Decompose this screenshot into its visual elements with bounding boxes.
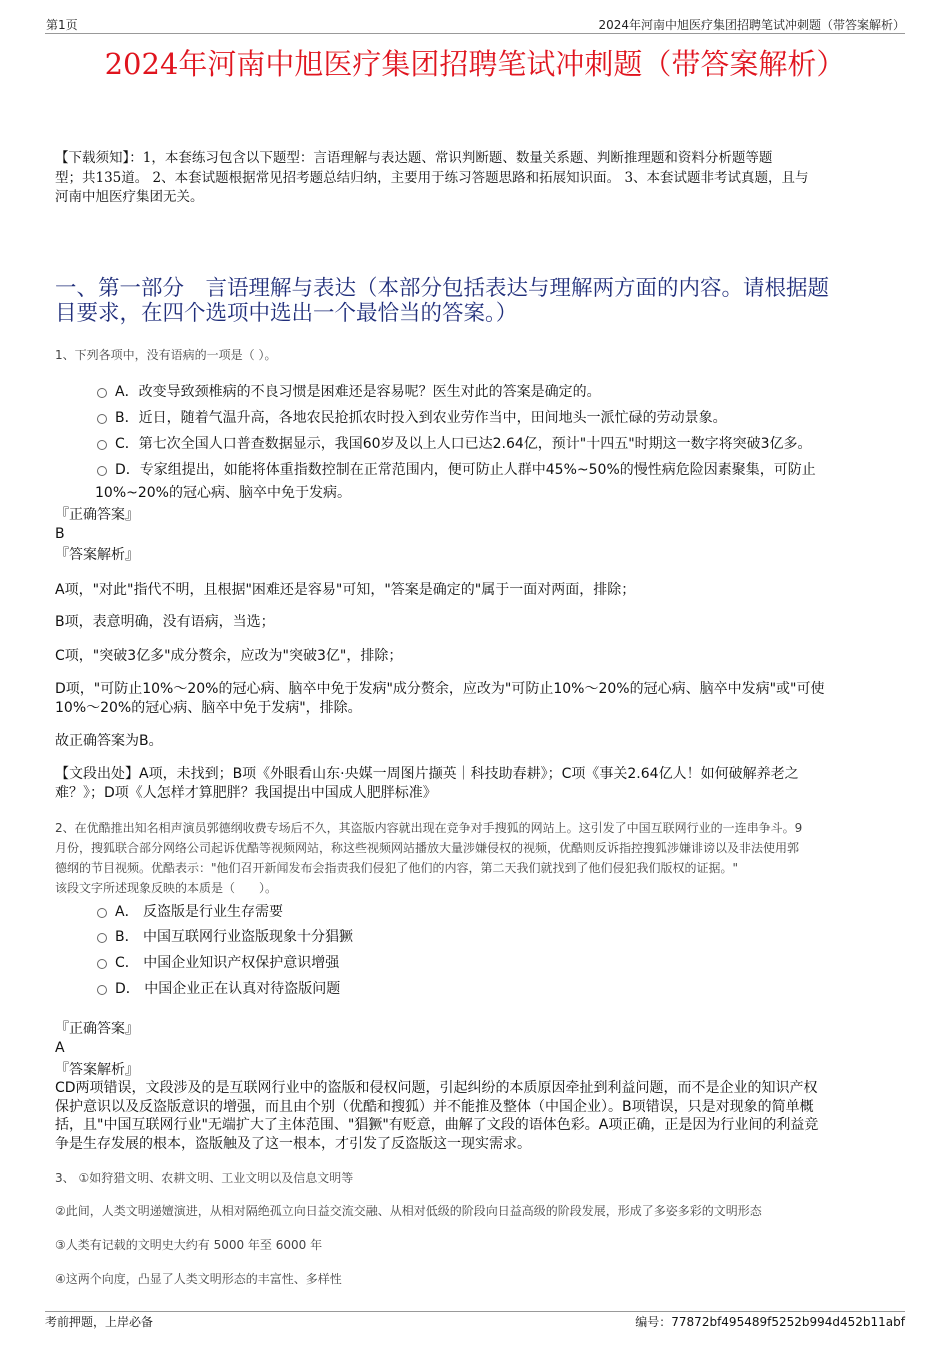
notice-line: 河南中旭医疗集团无关。 bbox=[55, 189, 204, 205]
source bbox=[55, 765, 799, 802]
correct-answer-label: 『正确答案』 bbox=[55, 1021, 139, 1037]
radio-icon[interactable] bbox=[97, 466, 107, 476]
question-1-option-d[interactable] bbox=[97, 460, 816, 480]
option-label: D． 中国企业正在认真对待盗版问题 bbox=[115, 981, 341, 997]
analysis-label: 『答案解析』 bbox=[55, 1062, 139, 1078]
footer-divider bbox=[45, 1311, 905, 1312]
question-3-line-1: 3、 ①如狩猎文明、农耕文明、工业文明以及信息文明等 bbox=[55, 1171, 354, 1185]
section-heading bbox=[55, 276, 829, 326]
notice-line: 【下载须知】：1，本套练习包含以下题型：言语理解与表达题、常识判断题、数量关系题、判断推理题和资料分析题等题 bbox=[55, 150, 773, 166]
analysis-label: 『答案解析』 bbox=[55, 547, 139, 563]
page-number: 第1页 bbox=[46, 18, 78, 32]
question-2-option-d[interactable] bbox=[97, 979, 340, 999]
question-2-option-c[interactable] bbox=[97, 953, 339, 973]
option-label: B．近日，随着气温升高，各地农民抢抓农时投入到农业劳作当中，田间地头一派忙碌的劳动景象。 bbox=[115, 410, 727, 426]
radio-icon[interactable] bbox=[97, 933, 107, 943]
conclusion: 故正确答案为B。 bbox=[55, 733, 163, 749]
analysis-d bbox=[55, 680, 824, 717]
analysis-line: D项，"可防止10%～20%的冠心病、脑卒中免于发病"成分赘余，应改为"可防止10%～20%的冠心病、脑卒中发病"或"可使 bbox=[55, 681, 825, 697]
question-3-line-3: ③人类有记载的文明史大约有 5000 年至 6000 年 bbox=[55, 1238, 323, 1252]
radio-icon[interactable] bbox=[97, 414, 107, 424]
question-1-stem: 1、下列各项中，没有语病的一项是（ ）。 bbox=[55, 348, 277, 362]
radio-icon[interactable] bbox=[97, 908, 107, 918]
correct-answer-label: 『正确答案』 bbox=[55, 507, 139, 523]
radio-icon[interactable] bbox=[97, 959, 107, 969]
option-label: D．专家组提出，如能将体重指数控制在正常范围内，便可防止人群中45%~50%的慢性病危险因素聚集，可防止 bbox=[115, 462, 816, 478]
header-divider bbox=[45, 33, 905, 34]
radio-icon[interactable] bbox=[97, 388, 107, 398]
option-label: A． 反盗版是行业生存需要 bbox=[115, 904, 284, 920]
footer-slogan: 考前押题，上岸必备 bbox=[45, 1315, 154, 1329]
question-2-stem bbox=[55, 818, 802, 898]
stem-line: 2、在优酷推出知名相声演员郭德纲收费专场后不久，其盗版内容就出现在竞争对手搜狐的网站上。这引发了中国互联网行业的一连串争斗。9 bbox=[55, 821, 803, 835]
footer-serial: 编号：77872bf495489f5252b994d452b11abf bbox=[635, 1315, 905, 1329]
section-heading-line: 目要求，在四个选项中选出一个最恰当的答案。） bbox=[55, 301, 518, 326]
option-label: A．改变导致颈椎病的不良习惯是困难还是容易呢？医生对此的答案是确定的。 bbox=[115, 384, 601, 400]
analysis-c: C项，"突破3亿多"成分赘余，应改为"突破3亿"，排除； bbox=[55, 648, 403, 664]
stem-line: 月份，搜狐联合部分网络公司起诉优酷等视频网站，称这些视频网站播放大量涉嫌侵权的视频，优酷则反诉指控搜狐涉嫌诽谤以及非法使用郭 bbox=[55, 841, 800, 855]
analysis-line: 保护意识以及反盗版意识的增强，而且由个别（优酷和搜狐）并不能推及整体（中国企业）。B项错误，只是对现象的简单概 bbox=[55, 1098, 814, 1115]
radio-icon[interactable] bbox=[97, 985, 107, 995]
question-1-option-a[interactable] bbox=[97, 382, 601, 402]
stem-line: 该段文字所述现象反映的本质是（ ）。 bbox=[55, 881, 278, 895]
correct-answer: A bbox=[55, 1040, 65, 1056]
correct-answer: B bbox=[55, 526, 65, 542]
option-label: C．第七次全国人口普查数据显示，我国60岁及以上人口已达2.64亿，预计"十四五"时期这一数字将突破3亿多。 bbox=[115, 436, 812, 452]
section-heading-line: 一、第一部分 言语理解与表达（本部分包括表达与理解两方面的内容。请根据题 bbox=[55, 276, 830, 301]
question-1-option-d-continued: 10%~20%的冠心病、脑卒中免于发病。 bbox=[95, 485, 351, 501]
analysis-line: 括，且"中国互联网行业"无端扩大了主体范围、"猖獗"有贬意，曲解了文段的语体色彩。A项正确，正是因为行业间的利益竞 bbox=[55, 1117, 819, 1133]
analysis-b: B项，表意明确，没有语病，当选； bbox=[55, 614, 275, 630]
analysis-line: CD两项错误，文段涉及的是互联网行业中的盗版和侵权问题，引起纠纷的本质原因牵扯到利益问题，而不是企业的知识产权 bbox=[55, 1080, 818, 1096]
option-label: C． 中国企业知识产权保护意识增强 bbox=[115, 955, 340, 971]
question-2-option-a[interactable] bbox=[97, 902, 283, 922]
question-3-line-4: ④这两个向度，凸显了人类文明形态的丰富性、多样性 bbox=[55, 1272, 342, 1286]
header-doc-title: 2024年河南中旭医疗集团招聘笔试冲刺题（带答案解析） bbox=[598, 18, 905, 32]
question-1-option-c[interactable] bbox=[97, 434, 812, 454]
analysis bbox=[55, 1079, 818, 1153]
question-3-line-2: ②此间，人类文明递嬗演进，从相对隔绝孤立向日益交流交融、从相对低级的阶段向日益高级的阶段发展，形成了多姿多彩的文明形态 bbox=[55, 1204, 762, 1218]
download-notice bbox=[55, 149, 809, 208]
notice-line: 型；共135道。 2、本套试题根据常见招考题总结归纳，主要用于练习答题思路和拓展知识面。 3、本套试题非考试真题，且与 bbox=[55, 169, 809, 186]
source-line: 【文段出处】A项，未找到；B项《外眼看山东·央媒一周图片撷英｜科技助春耕》；C项《事关2.64亿人！如何破解养老之 bbox=[55, 766, 799, 782]
analysis-line: 争是生存发展的根本，盗版触及了这一根本，才引发了反盗版这一现实需求。 bbox=[55, 1135, 531, 1152]
analysis-a: A项，"对此"指代不明，且根据"困难还是容易"可知，"答案是确定的"属于一面对两面，排除； bbox=[55, 582, 636, 598]
analysis-line: 10%～20%的冠心病、脑卒中免于发病"，排除。 bbox=[55, 699, 362, 716]
radio-icon[interactable] bbox=[97, 440, 107, 450]
document-title: 2024年河南中旭医疗集团招聘笔试冲刺题（带答案解析） bbox=[104, 47, 846, 81]
question-2-option-b[interactable] bbox=[97, 927, 353, 947]
question-1-option-b[interactable] bbox=[97, 408, 727, 428]
source-line: 难？》；D项《人怎样才算肥胖？我国提出中国成人肥胖标准》 bbox=[55, 784, 437, 801]
stem-line: 德纲的节目视频。优酷表示："他们召开新闻发布会指责我们侵犯了他们的内容，第二天我们就找到了他们侵犯我们版权的证据。" bbox=[55, 861, 739, 875]
option-label: B． 中国互联网行业盗版现象十分猖獗 bbox=[115, 929, 354, 945]
